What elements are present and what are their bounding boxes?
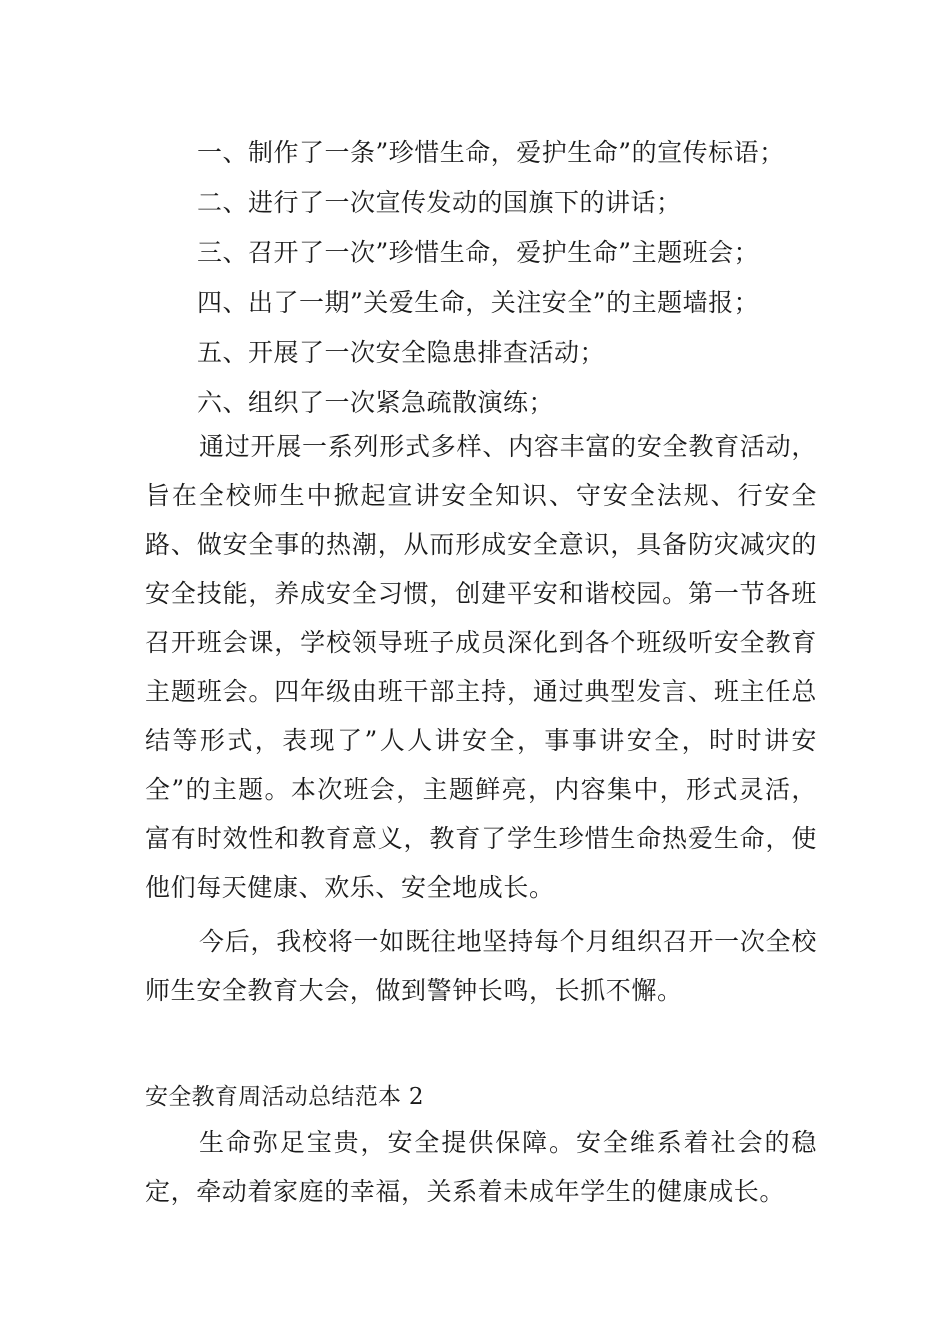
future-plan-paragraph: 今后，我校将一如既往地坚持每个月组织召开一次全校师生安全教育大会，做到警钟长鸣，长抓不懈。 bbox=[145, 927, 817, 1005]
list-item: 六、组织了一次紧急疏散演练； bbox=[197, 388, 555, 417]
summary-paragraph: 通过开展一系列形式多样、内容丰富的安全教育活动，旨在全校师生中掀起宣讲安全知识、守安全法规、行安全路、做安全事的热潮，从而形成安全意识，具备防灾减灾的安全技能，养成安全习惯，创建平安和谐校园。第一节各班召开班会课，学校领导班子成员深化到各个班级听安全教育主题班会。四年级由班干部主持，通过典型发言、班主任总结等形式，表现了”人人讲安全，事事讲安全，时时讲安全”的主题。本次班会，主题鲜亮，内容集中，形式灵活，富有时效性和教育意义，教育了学生珍惜生命热爱生命，使他们每天健康、欢乐、安全地成长。 bbox=[145, 432, 817, 902]
list-item: 五、开展了一次安全隐患排查活动； bbox=[197, 338, 606, 367]
list-item: 二、进行了一次宣传发动的国旗下的讲话； bbox=[197, 188, 682, 217]
activity-list bbox=[197, 128, 837, 428]
intro-paragraph: 生命弥足宝贵，安全提供保障。安全维系着社会的稳定，牵动着家庭的幸福，关系着未成年学生的健康成长。 bbox=[145, 1128, 817, 1206]
section-heading: 安全教育周活动总结范本 2 bbox=[145, 1084, 424, 1110]
list-item: 四、出了一期”关爱生命，关注安全”的主题墙报； bbox=[197, 288, 760, 317]
list-item: 三、召开了一次”珍惜生命，爱护生命”主题班会； bbox=[197, 238, 760, 267]
list-item: 一、制作了一条”珍惜生命，爱护生命”的宣传标语； bbox=[197, 138, 785, 167]
